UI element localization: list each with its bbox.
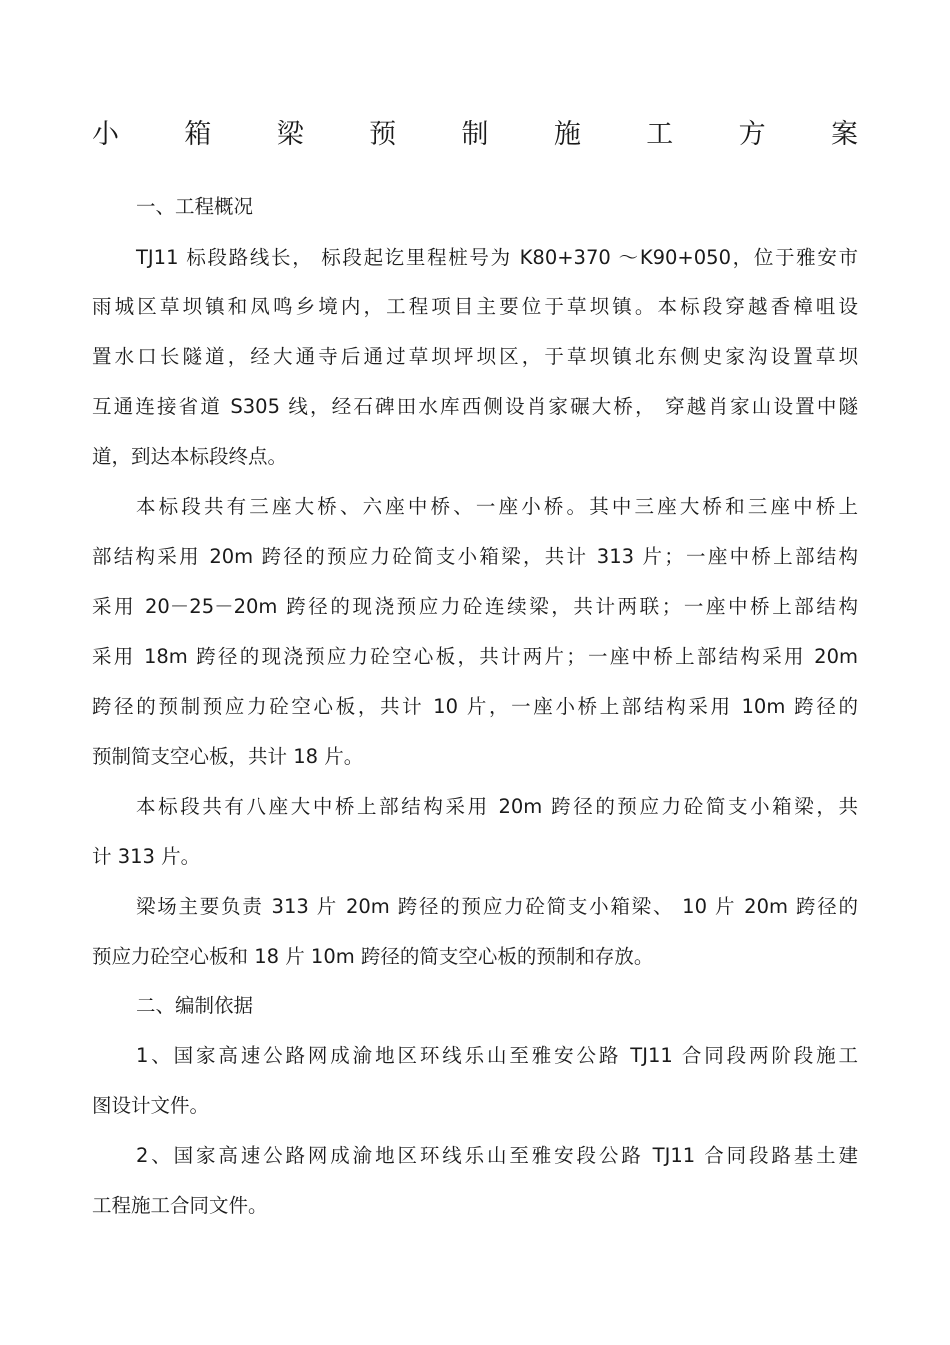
title-char: 箱 — [184, 119, 212, 150]
text-line: 本标段共有三座大桥、六座中桥、一座小桥。其中三座大桥和三座中桥上 — [136, 495, 858, 518]
text-line: 道，到达本标段终点。 — [92, 445, 288, 468]
text-line: 互通连接省道 S305 线，经石碑田水库西侧设肖家碾大桥， 穿越肖家山设置中隧 — [92, 395, 858, 418]
text-line: 置水口长隧道，经大通寺后通过草坝坪坝区，于草坝镇北东侧史家沟设置草坝 — [92, 345, 858, 368]
text-line: 本标段共有八座大中桥上部结构采用 20m 跨径的预应力砼简支小箱梁，共 — [136, 795, 858, 818]
text-line: 工程施工合同文件。 — [92, 1194, 268, 1217]
text-line: 跨径的预制预应力砼空心板，共计 10 片，一座小桥上部结构采用 10m 跨径的 — [92, 695, 858, 718]
section-heading-overview: 一、工程概况 — [136, 195, 254, 218]
text-line: 1、国家高速公路网成渝地区环线乐山至雅安公路 TJ11 合同段两阶段施工 — [136, 1044, 858, 1067]
text-line: 预制简支空心板，共计 18 片。 — [92, 745, 364, 768]
text-line: 雨城区草坝镇和凤鸣乡境内，工程项目主要位于草坝镇。本标段穿越香樟咀设 — [92, 295, 858, 318]
title-char: 施 — [553, 119, 581, 150]
text-line: 部结构采用 20m 跨径的预应力砼简支小箱梁，共计 313 片；一座中桥上部结构 — [92, 545, 858, 568]
title-char: 小 — [92, 119, 119, 150]
text-line: 图设计文件。 — [92, 1094, 210, 1117]
title-char: 制 — [461, 119, 489, 150]
text-line: 计 313 片。 — [92, 845, 201, 868]
title-char: 预 — [369, 119, 397, 150]
text-line: 梁场主要负责 313 片 20m 跨径的预应力砼简支小箱梁、 10 片 20m 跨径的 — [136, 895, 858, 918]
document-title — [92, 117, 858, 153]
text-line: 2、国家高速公路网成渝地区环线乐山至雅安段公路 TJ11 合同段路基土建 — [136, 1144, 858, 1167]
title-char: 案 — [831, 119, 858, 150]
section-heading-basis: 二、编制依据 — [136, 994, 254, 1017]
title-char: 方 — [738, 119, 766, 150]
text-line: 采用 18m 跨径的现浇预应力砼空心板，共计两片；一座中桥上部结构采用 20m — [92, 645, 858, 668]
title-char: 工 — [646, 119, 674, 150]
text-line: 预应力砼空心板和 18 片 10m 跨径的简支空心板的预制和存放。 — [92, 945, 654, 968]
title-char: 梁 — [276, 119, 304, 150]
text-line: 采用 20－25－20m 跨径的现浇预应力砼连续梁，共计两联；一座中桥上部结构 — [92, 595, 858, 618]
text-line: TJ11 标段路线长， 标段起讫里程桩号为 K80+370 ～K90+050，位于雅安市 — [136, 246, 858, 269]
